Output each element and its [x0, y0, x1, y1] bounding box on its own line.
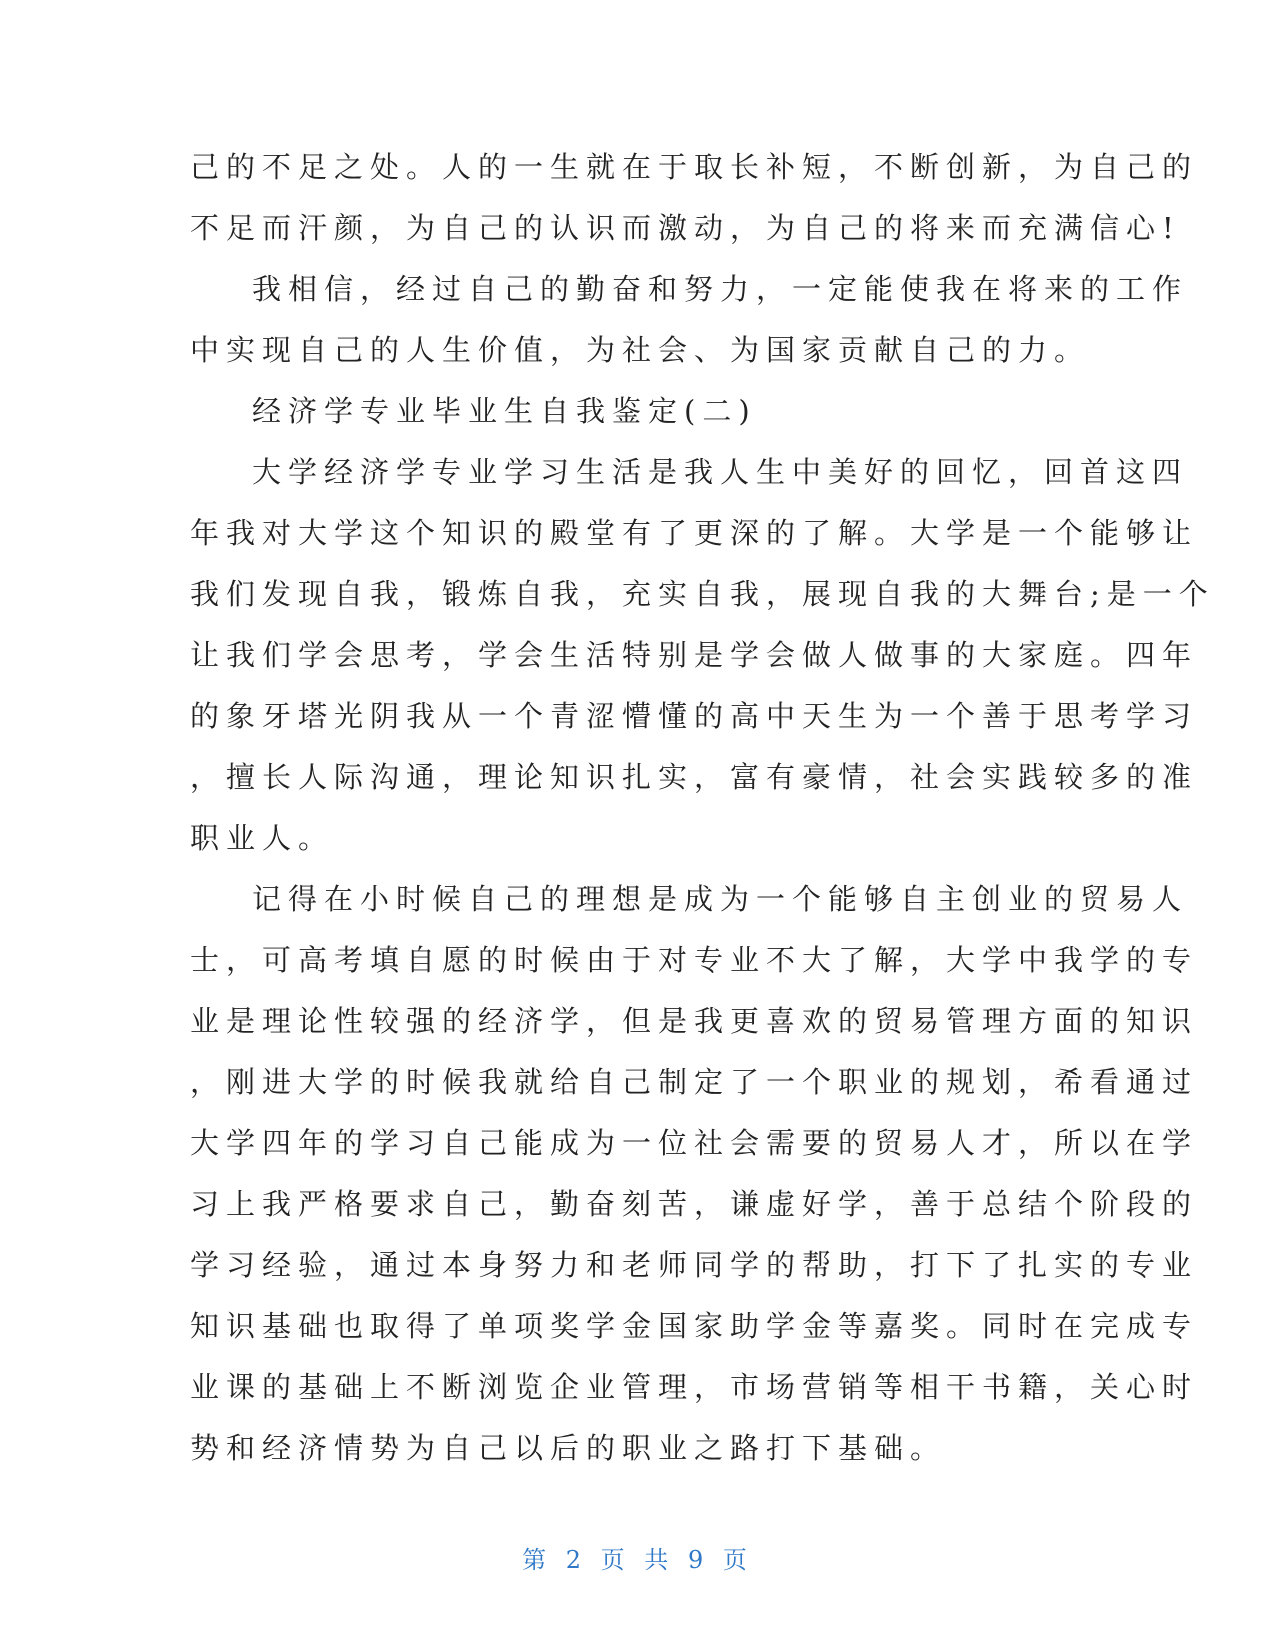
text-line: 学习经验，通过本身努力和老师同学的帮助，打下了扎实的专业 [190, 1248, 1199, 1282]
text-line: 大学经济学专业学习生活是我人生中美好的回忆，回首这四 [252, 455, 1189, 489]
text-line: 我们发现自我，锻炼自我，充实自我，展现自我的大舞台;是一个 [190, 577, 1215, 611]
text-line: 职业人。 [190, 821, 335, 855]
text-line: 记得在小时候自己的理想是成为一个能够自主创业的贸易人 [252, 882, 1189, 916]
text-line: 业课的基础上不断浏览企业管理，市场营销等相干书籍，关心时 [190, 1370, 1199, 1404]
text-line: 习上我严格要求自己，勤奋刻苦，谦虚好学，善于总结个阶段的 [190, 1187, 1199, 1221]
section-heading: 经济学专业毕业生自我鉴定(二) [252, 394, 757, 428]
text-line: 年我对大学这个知识的殿堂有了更深的了解。大学是一个能够让 [190, 516, 1199, 550]
text-line: ，刚进大学的时候我就给自己制定了一个职业的规划，希看通过 [190, 1065, 1199, 1099]
text-line: 的象牙塔光阴我从一个青涩懵懂的高中天生为一个善于思考学习 [190, 699, 1199, 733]
text-line: 我相信，经过自己的勤奋和努力，一定能使我在将来的工作 [252, 272, 1189, 306]
text-line: 让我们学会思考，学会生活特别是学会做人做事的大家庭。四年 [190, 638, 1199, 672]
document-body [190, 137, 1215, 1479]
text-line: 士，可高考填自愿的时候由于对专业不大了解，大学中我学的专 [190, 943, 1199, 977]
text-line: 己的不足之处。人的一生就在于取长补短，不断创新，为自己的 [190, 150, 1199, 184]
page-number-footer: 第 2 页 共 9 页 [522, 1546, 753, 1574]
text-line: 中实现自己的人生价值，为社会、为国家贡献自己的力。 [190, 333, 1091, 367]
text-line: 大学四年的学习自己能成为一位社会需要的贸易人才，所以在学 [190, 1126, 1199, 1160]
text-line: 知识基础也取得了单项奖学金国家助学金等嘉奖。同时在完成专 [190, 1309, 1199, 1343]
text-line: ，擅长人际沟通，理论知识扎实，富有豪情，社会实践较多的准 [190, 760, 1199, 794]
text-line: 不足而汗颜，为自己的认识而激动，为自己的将来而充满信心! [190, 211, 1181, 245]
text-line: 业是理论性较强的经济学，但是我更喜欢的贸易管理方面的知识 [190, 1004, 1199, 1038]
text-line: 势和经济情势为自己以后的职业之路打下基础。 [190, 1431, 947, 1465]
